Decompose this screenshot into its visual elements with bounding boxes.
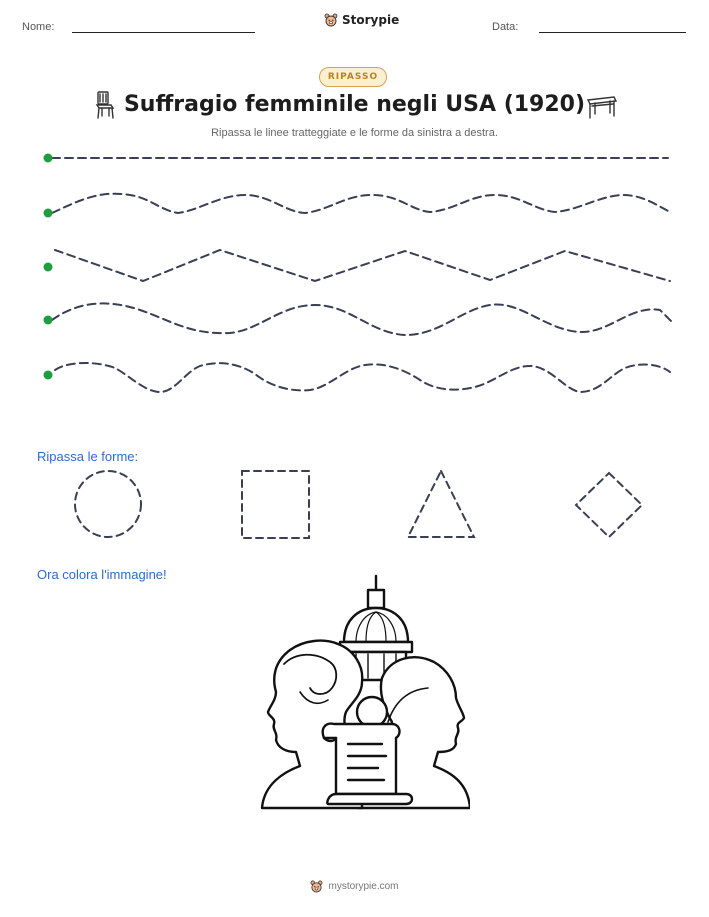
shape-diamond [576,473,642,537]
table-icon [586,94,618,120]
shapes-section-label: Ripassa le forme: [37,449,139,464]
start-dot-4 [44,316,53,325]
tracing-line-bumps [55,363,670,392]
coloring-section-label: Ora colora l'immagine! [37,567,167,582]
page-title: Suffragio femminile negli USA (1920) [123,92,586,117]
tracing-line-wave-large [52,303,672,335]
shape-square [242,471,309,538]
name-label: Nome: [22,21,55,33]
start-dot-2 [44,209,53,218]
tracing-lines [0,140,709,400]
shape-circle [75,471,141,537]
instructions: Ripassa le linee tratteggiate e le forme da sinistra a destra. [211,127,498,139]
brand-logo [324,13,399,27]
tracing-line-zigzag [55,250,670,281]
shape-triangle [408,471,474,537]
review-badge: RIPASSO [319,67,387,87]
start-dot-5 [44,371,53,380]
brand-name: Storypie [342,13,400,27]
tracing-shapes [0,465,709,545]
footer [0,880,709,893]
name-write-line[interactable] [72,32,255,33]
tracing-line-wave [52,194,670,213]
suffrage-coloring-illustration [238,572,470,822]
date-write-line[interactable] [539,32,686,33]
bear-mascot-icon [310,880,323,893]
bear-mascot-icon [324,13,338,27]
footer-link[interactable]: mystorypie.com [328,881,399,892]
date-label: Data: [492,21,519,33]
start-dot-1 [44,154,53,163]
start-dot-3 [44,263,53,272]
